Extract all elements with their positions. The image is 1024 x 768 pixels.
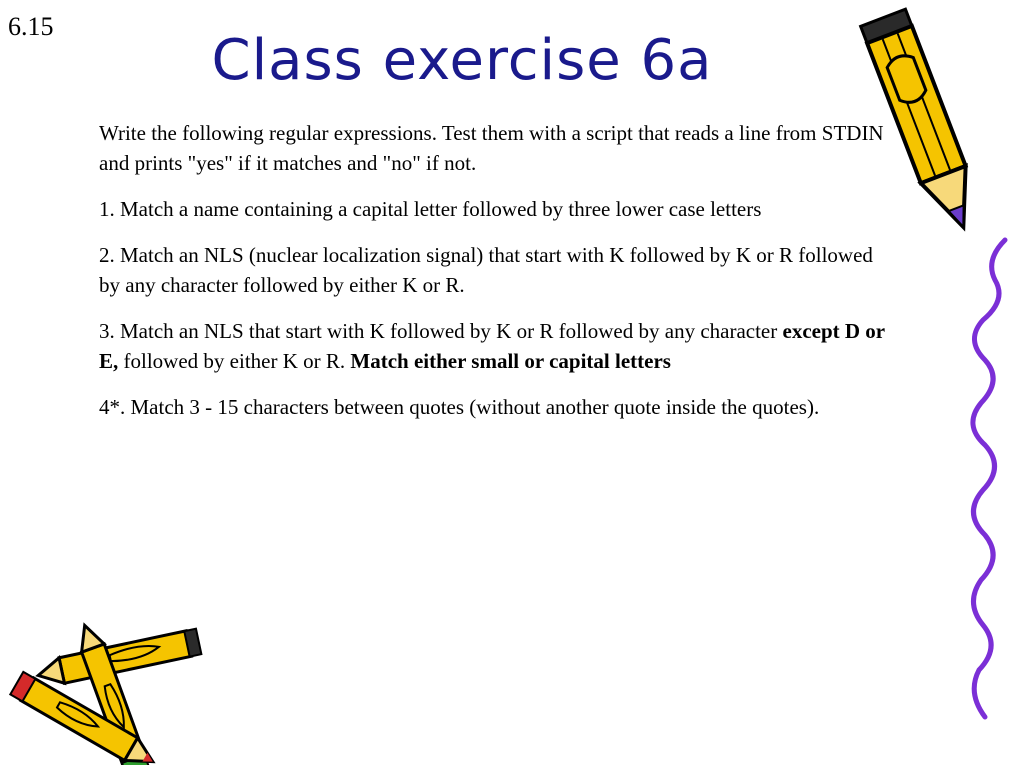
pencils-clipart-bottom-left bbox=[0, 615, 210, 765]
item3-bold-b: Match either small or capital letters bbox=[350, 349, 671, 373]
exercise-item-4: 4*. Match 3 - 15 characters between quotes (without another quote inside the quotes). bbox=[99, 395, 820, 419]
squiggle-line-decoration bbox=[955, 235, 1015, 725]
item3-text-a: 3. Match an NLS that start with K followed by K or R followed by any character bbox=[99, 319, 783, 343]
slide-title: Class exercise 6a bbox=[211, 28, 713, 93]
exercise-item-2: 2. Match an NLS (nuclear localization signal) that start with K followed by K or R followed by any character followed by either K or R. bbox=[99, 243, 873, 297]
exercise-item-1: 1. Match a name containing a capital letter followed by three lower case letters bbox=[99, 197, 762, 221]
pencil-clipart-top-right bbox=[858, 0, 1008, 245]
intro-paragraph: Write the following regular expressions. Test them with a script that reads a line from STDIN and prints "yes" if it matches and "no" if not. bbox=[99, 121, 884, 175]
item3-text-b: followed by either K or R. bbox=[118, 349, 351, 373]
item3-bold-a: except D or E, bbox=[99, 319, 885, 373]
slide-body bbox=[99, 118, 899, 438]
slide-number: 6.15 bbox=[8, 12, 54, 41]
exercise-item-3 bbox=[99, 316, 899, 376]
